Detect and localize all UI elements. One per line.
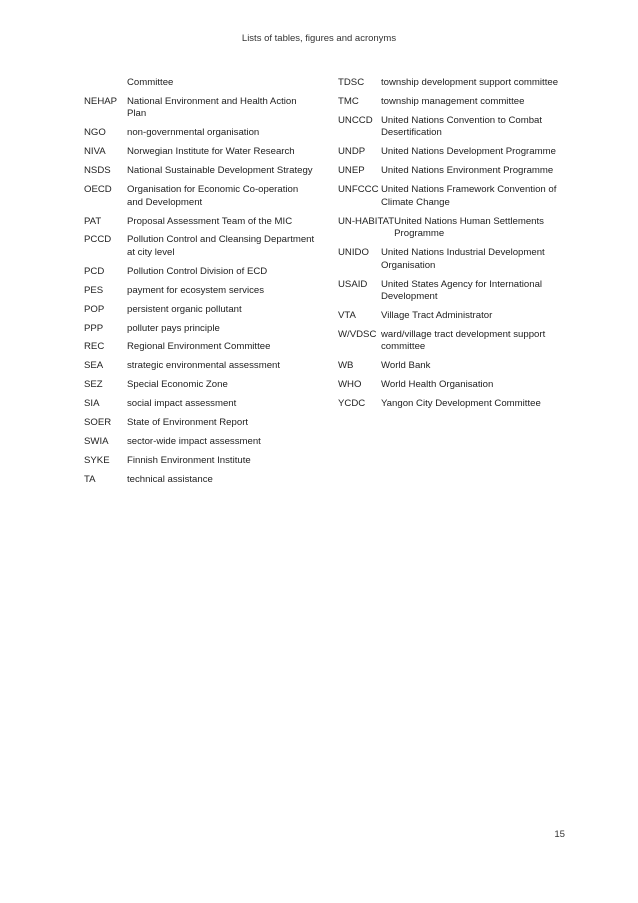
acronym-row	[338, 115, 564, 140]
acronym-row	[84, 323, 316, 336]
acronym-row	[338, 96, 564, 109]
acronym-row	[338, 379, 564, 392]
acronym-definition: Pollution Control and Cleansing Department at city level	[127, 234, 315, 259]
acronym-abbr: YCDC	[338, 398, 366, 410]
acronym-definition: non-governmental organisation	[127, 127, 260, 139]
acronym-abbr: TA	[84, 473, 96, 485]
acronym-definition: technical assistance	[127, 473, 213, 485]
acronym-definition: United Nations Human Settlements Programme	[394, 215, 544, 240]
acronym-definition: Organisation for Economic Co-operation and Development	[127, 184, 299, 208]
acronym-definition: State of Environment Report	[127, 417, 249, 429]
acronym-definition: United Nations Environment Programme	[381, 165, 554, 177]
acronym-row	[84, 455, 316, 468]
acronym-definition: ward/village tract development support committee	[381, 328, 546, 353]
acronym-abbr: TMC	[338, 95, 359, 107]
acronym-list-left	[84, 77, 316, 493]
acronym-abbr: TDSC	[338, 77, 365, 88]
acronym-abbr: PES	[84, 284, 104, 296]
running-header: Lists of tables, figures and acronyms	[241, 33, 397, 44]
acronym-abbr: SEZ	[84, 379, 103, 391]
acronym-row	[338, 146, 564, 159]
acronym-definition: Yangon City Development Committee	[381, 398, 541, 410]
acronym-row	[84, 77, 316, 90]
acronym-row	[338, 184, 564, 209]
acronym-definition: United States Agency for International Development	[381, 278, 543, 303]
acronym-abbr: PCCD	[84, 234, 112, 246]
acronym-row	[338, 77, 564, 90]
acronym-row	[84, 146, 316, 159]
acronym-abbr: SEA	[84, 360, 104, 372]
acronym-row	[84, 165, 316, 178]
acronym-abbr: REC	[84, 341, 105, 353]
acronym-row	[338, 398, 564, 411]
page-number: 15	[554, 829, 565, 840]
acronym-abbr: SOER	[84, 417, 112, 429]
acronym-abbr: NEHAP	[84, 95, 118, 107]
acronym-row	[338, 165, 564, 178]
acronym-row	[84, 266, 316, 279]
acronym-abbr: VTA	[338, 309, 356, 321]
acronym-row	[84, 436, 316, 449]
acronym-definition: United Nations Industrial Development Organisation	[381, 247, 545, 271]
acronym-abbr: SWIA	[84, 435, 109, 447]
acronym-abbr: UNCCD	[338, 114, 373, 126]
acronym-definition: Village Tract Administrator	[381, 309, 493, 321]
acronym-row	[84, 184, 316, 209]
acronym-row	[84, 417, 316, 430]
acronym-abbr: UN-HABITAT	[338, 215, 395, 227]
acronym-definition: Special Economic Zone	[127, 379, 228, 391]
acronym-definition: polluter pays principle	[127, 322, 220, 334]
acronym-definition: social impact assessment	[127, 398, 237, 410]
acronym-row	[84, 216, 316, 229]
acronym-definition: World Health Organisation	[381, 379, 494, 391]
acronym-definition: payment for ecosystem services	[127, 284, 265, 296]
acronym-abbr: UNDP	[338, 146, 366, 158]
acronym-abbr: SYKE	[84, 454, 110, 466]
acronym-definition: strategic environmental assessment	[127, 360, 281, 372]
acronym-row	[84, 96, 316, 121]
acronym-row	[84, 474, 316, 487]
acronym-row	[338, 247, 564, 272]
acronym-definition: Committee	[127, 77, 174, 88]
acronym-definition: persistent organic pollutant	[127, 303, 242, 315]
acronym-definition: Norwegian Institute for Water Research	[127, 146, 295, 158]
acronym-definition: National Sustainable Development Strategy	[127, 165, 313, 177]
acronym-abbr: USAID	[338, 278, 368, 290]
acronym-row	[84, 379, 316, 392]
acronym-definition: United Nations Framework Convention of Climate Change	[381, 184, 557, 208]
acronym-row	[84, 304, 316, 317]
acronym-row	[84, 285, 316, 298]
acronym-abbr: PAT	[84, 215, 102, 227]
acronym-definition: United Nations Convention to Combat Desertification	[381, 114, 543, 139]
acronym-row	[84, 398, 316, 411]
acronym-abbr: WHO	[338, 379, 362, 391]
acronym-definition: Regional Environment Committee	[127, 341, 271, 353]
acronym-abbr: WB	[338, 360, 354, 372]
acronym-abbr: NSDS	[84, 165, 111, 177]
acronym-abbr: OECD	[84, 184, 112, 196]
acronym-definition: United Nations Development Programme	[381, 146, 556, 158]
acronym-definition: Proposal Assessment Team of the MIC	[127, 215, 293, 227]
acronym-row	[84, 341, 316, 354]
acronym-row	[84, 360, 316, 373]
acronym-abbr: PCD	[84, 265, 105, 277]
acronym-definition: township management committee	[381, 95, 525, 107]
acronym-definition: Pollution Control Division of ECD	[127, 265, 268, 277]
acronym-abbr: POP	[84, 303, 105, 315]
acronym-row	[338, 329, 564, 354]
acronym-abbr: W/VDSC	[338, 328, 377, 340]
acronym-list-right	[338, 77, 564, 417]
acronym-row	[338, 360, 564, 373]
acronym-row	[84, 127, 316, 140]
acronym-abbr: NIVA	[84, 146, 106, 158]
acronym-row	[338, 279, 564, 304]
acronym-abbr: NGO	[84, 127, 106, 139]
acronym-definition: township development support committee	[381, 77, 559, 88]
acronym-definition: sector-wide impact assessment	[127, 435, 261, 447]
acronym-row	[84, 234, 316, 259]
acronym-row	[338, 216, 564, 241]
acronym-definition: Finnish Environment Institute	[127, 454, 251, 466]
acronym-abbr: PPP	[84, 322, 104, 334]
acronym-abbr: UNEP	[338, 165, 365, 177]
acronym-abbr: UNFCCC	[338, 184, 379, 196]
acronym-abbr: UNIDO	[338, 247, 369, 259]
acronym-abbr: SIA	[84, 398, 100, 410]
acronym-definition: World Bank	[381, 360, 431, 372]
acronym-definition: National Environment and Health Action Plan	[127, 95, 297, 120]
acronym-row	[338, 310, 564, 323]
acronym-abbr	[84, 77, 127, 90]
